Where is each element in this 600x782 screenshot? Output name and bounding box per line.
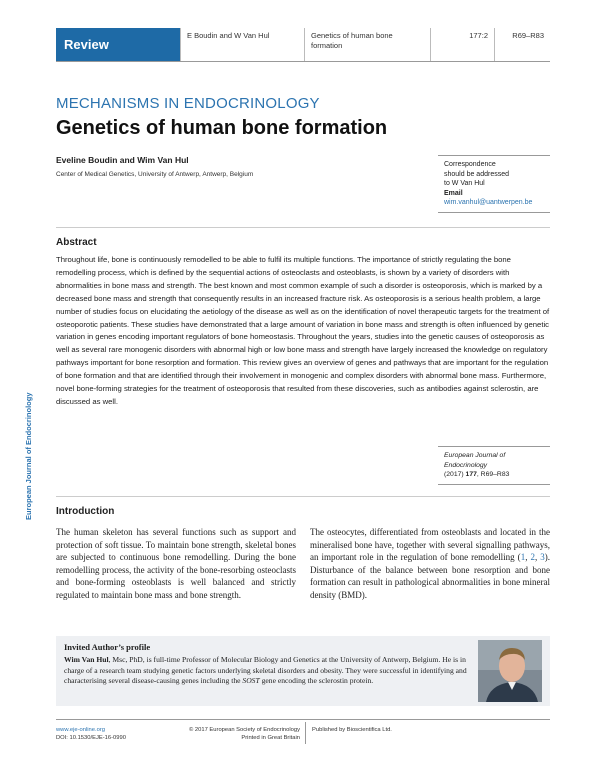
intro-column-right — [310, 526, 550, 601]
section-label: Review — [56, 28, 180, 61]
profile-text-a: , Msc, PhD, is full-time Professor of Molecular Biology and Genetics at the University of Antwerp, Belgium. He is in charge of a research team studying genetic factors underlying skeletal disorders and obesity. They were successful in identifying and characterising several disease-causing genes including the — [64, 655, 467, 685]
side-journal-name: European Journal of Endocrinology — [24, 392, 33, 520]
cite-details — [444, 470, 550, 480]
corr-line2: should be addressed — [444, 170, 509, 178]
ref-link-3[interactable]: 3 — [540, 552, 545, 562]
profile-text-b: gene encoding the sclerostin protein. — [259, 676, 374, 685]
abstract-heading: Abstract — [56, 237, 97, 248]
author-profile-box — [56, 636, 550, 706]
citation-box — [438, 446, 550, 485]
intro-right-a: The osteocytes, differentiated from osteoblasts and located in the mineralised bone have, together with several signalling pathways, an important role in the regulation of bone remodelling ( — [310, 527, 550, 562]
abstract-top-rule — [56, 227, 550, 228]
author-list: Eveline Boudin and Wim Van Hul — [56, 155, 189, 165]
publisher: Published by Bioscientifica Ltd. — [312, 727, 392, 733]
ref-link-1[interactable]: 1 — [520, 552, 526, 562]
cite-journal-l1: European Journal of — [444, 452, 506, 459]
introduction-heading: Introduction — [56, 506, 115, 517]
profile-gene: SOST — [242, 676, 260, 685]
email-label: Email — [444, 189, 463, 197]
running-authors-text: E Boudin and W Van Hul — [187, 31, 270, 40]
cite-volume: 177 — [465, 471, 477, 478]
printed-in: Printed in Great Britain — [241, 735, 300, 741]
header-divider — [56, 61, 550, 62]
article-title: Genetics of human bone formation — [56, 117, 388, 139]
running-title-text: Genetics of human bone formation — [311, 31, 393, 50]
author-photo — [478, 640, 542, 702]
running-title — [304, 28, 430, 61]
corr-line3: to W Van Hul — [444, 180, 485, 187]
profile-heading: Invited Author’s profile — [64, 642, 151, 652]
cite-year: (2017) — [444, 471, 464, 478]
ref-sep-2: , — [534, 552, 541, 562]
intro-column-left: The human skeleton has several functions such as support and protection of soft tissue. To maintain bone strength, skeletal bones are subjected to continuous bone remodelling. During the bone remodelling process, the activity of the bone-resorbing osteoclasts and bone-forming osteoblasts is well balanced and strictly regulated to maintain bone mass and bone strength. — [56, 527, 296, 600]
abstract-text: Throughout life, bone is continuously remodelled to be able to fulfil its multiple functions. The importance of strictly regulating the bone remodelling process, which is defined by the sequential actions of osteoclasts and osteoblasts, is shown by a variety of disorders with abnormalities in bone mass and strength. The best known and most common example of such a disorder is osteoporosis, which is marked by a decreased bone mass and strength that consequently results in an increased fracture risk. As osteoporosis is a serious health problem, a large number of studies focus on elucidating the aetiology of the disease as well as on the identification of novel therapeutic targets for the treatment of osteoporotic patients. These studies have demonstrated that a large amount of variation in bone mass and strength is often influenced by genetic variation in genes encoding important regulators of bone homeostasis. Throughout the years, studies into the genetic causes of osteoporosis as well as several rare monogenic disorders with abnormal high or low bone mass and strength have largely increased the knowledge on regulatory pathways important for bone resorption and formation. This review gives an overview of genes and pathways that are important for the regulation of bone formation and that are identified through their involvement in monogenic and complex disorders with abnormal bone mass. Furthermore, novel bone-forming strategies for the treatment of osteoporosis that resulted from these discoveries, such as antibodies against sclerostin, are discussed as well. — [56, 255, 550, 406]
cite-pages: , R69–R83 — [476, 471, 510, 478]
profile-text — [64, 655, 470, 687]
footer-center — [170, 726, 300, 742]
footer-separator — [305, 722, 306, 744]
corr-line1: Correspondence — [444, 161, 496, 168]
footer-divider — [56, 719, 550, 720]
footer-left — [56, 726, 126, 742]
journal-url[interactable]: www.eje-online.org — [56, 727, 105, 733]
running-authors — [180, 28, 304, 61]
series-label: MECHANISMS IN ENDOCRINOLOGY — [56, 95, 320, 112]
ref-link-2[interactable]: 2 — [530, 552, 535, 562]
volume-text: 177:2 — [469, 31, 488, 40]
profile-name: Wim Van Hul — [64, 655, 109, 664]
pages-text: R69–R83 — [512, 31, 544, 40]
intro-right-b: ). Disturbance of the balance between bone resorption and bone formation can result in pathological abnormalities in bone mineral density (BMD). — [310, 552, 550, 600]
doi: DOI: 10.1530/EJE-16-0990 — [56, 735, 126, 741]
page-range — [494, 28, 550, 61]
volume-issue — [430, 28, 494, 61]
footer-right — [312, 726, 392, 734]
email-link[interactable]: wim.vanhul@uantwerpen.be — [444, 199, 533, 206]
correspondence-box — [438, 155, 550, 213]
cite-journal-l2: Endocrinology — [444, 461, 488, 469]
intro-top-rule — [56, 496, 550, 497]
affiliation: Center of Medical Genetics, University of Antwerp, Antwerp, Belgium — [56, 171, 254, 178]
copyright: © 2017 European Society of Endocrinology — [189, 727, 300, 733]
ref-sep-1: , — [525, 552, 531, 562]
